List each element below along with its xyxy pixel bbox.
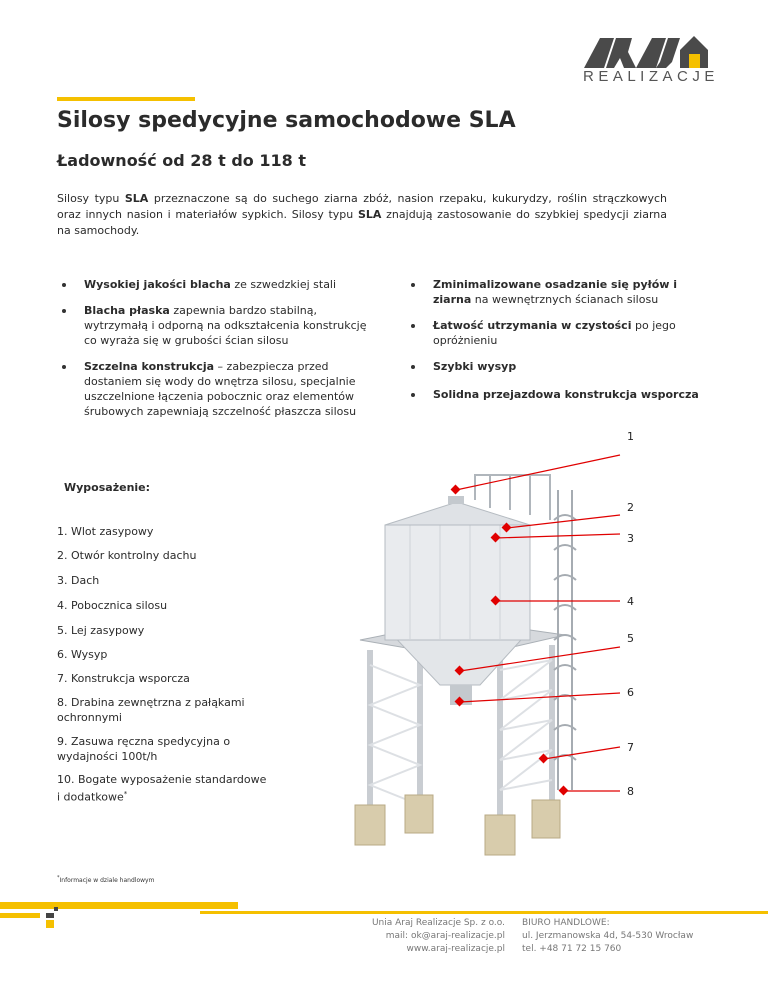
callout-number: 4 bbox=[627, 595, 634, 608]
equipment-title: Wyposażenie: bbox=[64, 481, 151, 494]
callout-number: 2 bbox=[627, 501, 634, 514]
footer-square bbox=[46, 920, 54, 928]
callout-number: 7 bbox=[627, 741, 634, 754]
intro-paragraph: Silosy typu SLA przeznaczone są do suchego ziarna zbóż, nasion rzepaku, kukurydzy, roślin strączkowych oraz innych nasion i materiałów sypkich. Silosy typu SLA znajdują zastosowanie do szybkiej spedycji ziarna na samochody. bbox=[57, 192, 667, 237]
equipment-item: 6. Wysyp bbox=[57, 648, 108, 661]
equipment-item: 2. Otwór kontrolny dachu bbox=[57, 549, 197, 562]
feature-item: Wysokiej jakości blacha ze szwedzkiej stali bbox=[59, 277, 379, 292]
page-title: Silosy spedycyjne samochodowe SLA bbox=[57, 108, 516, 133]
feature-item: Szybki wysyp bbox=[408, 359, 708, 374]
feature-item: Łatwość utrzymania w czystości po jego opróżnieniu bbox=[408, 318, 708, 348]
callout-number: 5 bbox=[627, 632, 634, 645]
equipment-item: 10. Bogate wyposażenie standardowe i dodatkowe* bbox=[57, 773, 267, 804]
brand-tagline: REALIZACJE bbox=[583, 68, 719, 85]
footnote: *Informacje w dziale handlowym bbox=[57, 875, 155, 884]
footer-company: Unia Araj Realizacje Sp. z o.o. mail: ok@araj-realizacje.pl www.araj-realizacje.pl bbox=[371, 918, 505, 954]
footer-square bbox=[46, 913, 54, 918]
equipment-item: 1. Wlot zasypowy bbox=[57, 525, 154, 538]
callout-number: 6 bbox=[627, 686, 634, 699]
equipment-item: 9. Zasuwa ręczna spedycyjna o wydajności 100t/h bbox=[57, 735, 231, 763]
feature-item: Solidna przejazdowa konstrukcja wsporcza bbox=[408, 387, 708, 402]
feature-item: Szczelna konstrukcja – zabezpiecza przed dostaniem się wody do wnętrza silosu, specjalnie uszczelnione łączenia pobocznic oraz elementów śrubowych zapewniają szczelność płaszcza silosu bbox=[59, 359, 379, 419]
feature-item: Zminimalizowane osadzanie się pyłów i ziarna na wewnętrznych ścianach silosu bbox=[408, 277, 708, 307]
callout-number: 1 bbox=[627, 430, 634, 443]
equipment-item: 5. Lej zasypowy bbox=[57, 624, 145, 637]
footer-line bbox=[200, 911, 768, 914]
footer-square bbox=[54, 907, 58, 911]
footer-stripe bbox=[0, 902, 238, 909]
footer-stripe bbox=[0, 913, 40, 918]
feature-item: Blacha płaska zapewnia bardzo stabilną, wytrzymałą i odporną na odkształcenia konstrukcję co wyraża się w grubości ścian silosu bbox=[59, 303, 379, 348]
callout-number: 3 bbox=[627, 532, 634, 545]
page-subtitle: Ładowność od 28 t do 118 t bbox=[57, 151, 306, 170]
callout-number: 8 bbox=[627, 785, 634, 798]
equipment-item: 3. Dach bbox=[57, 574, 100, 587]
equipment-item: 4. Pobocznica silosu bbox=[57, 599, 168, 612]
equipment-item: 7. Konstrukcja wsporcza bbox=[57, 672, 190, 685]
footer-office: BIURO HANDLOWE: ul. Jerzmanowska 4d, 54-530 Wrocław tel. +48 71 72 15 760 bbox=[522, 918, 694, 954]
equipment-item: 8. Drabina zewnętrzna z pałąkami ochronnymi bbox=[57, 696, 245, 724]
